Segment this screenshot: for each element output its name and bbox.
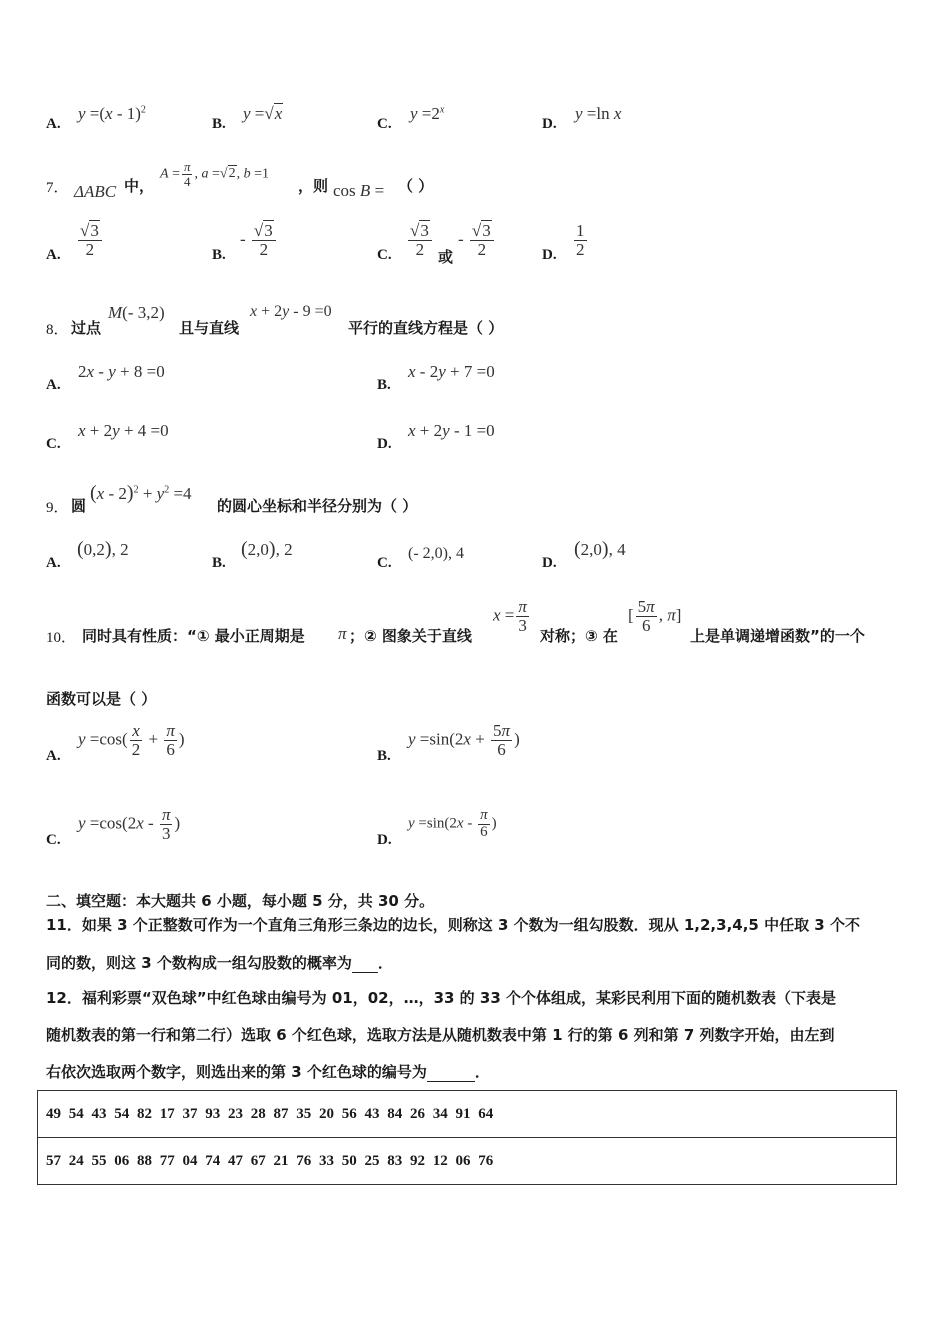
q8-text-c: 平行的直线方程是（ ） — [348, 319, 504, 337]
q8-point: M(- 3,2) — [108, 303, 165, 322]
q6-option-c-label[interactable]: C. — [377, 116, 392, 132]
q9-option-b-expr: (2,0), 2 — [241, 538, 293, 560]
q10-axis: x = $\frac{\pi}{3}$ — [493, 597, 527, 635]
q7-option-a-expr: $\frac{√3}{2}$ — [76, 222, 104, 259]
q7-option-c-expr-1: $\frac{√3}{2}$ — [406, 222, 434, 259]
q9-number: 9． — [46, 500, 69, 516]
q9-text-a: 圆 — [71, 497, 87, 515]
random-row-2: 57 24 55 06 88 77 04 74 47 67 21 76 33 50 25 83 92 12 06 76 — [38, 1138, 897, 1185]
q6-option-d-label[interactable]: D. — [542, 116, 557, 132]
q7-option-b-expr: - $\frac{√3}{2}$ — [240, 222, 278, 259]
q10-option-a-expr: y =cos( $\frac{x}{2}$ + $\frac{\pi}{6}$ ) — [78, 721, 185, 759]
q6-option-b-label[interactable]: B. — [212, 116, 226, 132]
q11-line-1: 11．如果 3 个正整数可作为一个直角三角形三条边的边长，则称这 3 个数为一组勾股数．现从 1,2,3,4,5 中任取 3 个不 — [46, 916, 860, 934]
q12-line-3-text: 右依次选取两个数字，则选出来的第 3 个红色球的编号为 — [46, 1063, 427, 1081]
q12-line-2: 随机数表的第一行和第二行）选取 6 个红色球，选取方法是从随机数表中第 1 行的第 6 列和第 7 列数字开始，由左到 — [46, 1026, 835, 1044]
section-heading: 二、填空题：本大题共 6 小题，每小题 5 分，共 30 分。 — [46, 892, 435, 910]
q7-option-b-label[interactable]: B. — [212, 247, 226, 263]
q7-text-mid: 中， — [124, 177, 155, 195]
q10-text-e: 函数可以是（ ） — [46, 690, 157, 708]
q10-option-c-expr: y =cos(2x - $\frac{\pi}{3}$ ) — [78, 805, 181, 843]
q7-target: cos B = — [333, 181, 385, 200]
random-row-1: 49 54 43 54 82 17 37 93 23 28 87 35 20 56 43 84 26 34 91 64 — [38, 1091, 897, 1138]
q8-option-d-expr: x + 2y - 1 =0 — [408, 421, 495, 440]
q7-option-c-expr-2: - $\frac{√3}{2}$ — [458, 222, 496, 259]
q7-number: 7． — [46, 180, 69, 196]
q12-answer-blank[interactable] — [427, 1081, 475, 1082]
q7-option-d-label[interactable]: D. — [542, 247, 557, 263]
q9-option-c-expr: (- 2,0), 4 — [408, 545, 464, 562]
q10-interval: [ $\frac{5\pi}{6}$ , π] — [628, 597, 682, 635]
q10-option-d-expr: y =sin(2x - $\frac{\pi}{6}$ ) — [408, 807, 497, 840]
q10-pi: π — [338, 624, 347, 643]
q10-text-b: ；② 图象关于直线 — [349, 627, 472, 645]
q9-option-b-label[interactable]: B. — [212, 555, 226, 571]
q8-option-a-expr: 2x - y + 8 =0 — [78, 362, 165, 381]
q10-option-c-label[interactable]: C. — [46, 832, 61, 848]
q9-option-d-label[interactable]: D. — [542, 555, 557, 571]
q6-option-b-expr: y =√x — [243, 104, 283, 123]
q11-answer-blank[interactable] — [352, 972, 378, 973]
q8-number: 8． — [46, 322, 69, 338]
q6-option-c-expr: $y =2^x$ — [410, 104, 445, 123]
q7-text-then: ，则 — [298, 177, 329, 195]
q7-option-d-expr: $\frac{1}{2}$ — [576, 221, 585, 259]
q7-option-c-label[interactable]: C. — [377, 247, 392, 263]
q7-option-c-or: 或 — [438, 248, 454, 266]
q8-text-b: 且与直线 — [179, 319, 240, 337]
q8-text-a: 过点 — [71, 319, 102, 337]
q11-line-2-text: 同的数，则这 3 个数构成一组勾股数的概率为 — [46, 954, 352, 972]
q9-text-b: 的圆心坐标和半径分别为（ ） — [217, 497, 418, 515]
q7-option-a-label[interactable]: A. — [46, 247, 61, 263]
q8-option-b-expr: x - 2y + 7 =0 — [408, 362, 495, 381]
q8-option-d-label[interactable]: D. — [377, 436, 392, 452]
q9-option-c-label[interactable]: C. — [377, 555, 392, 571]
q11-line-2 — [46, 952, 393, 973]
random-number-table — [37, 1090, 897, 1185]
q8-line: x + 2y - 9 =0 — [250, 303, 332, 320]
q9-option-d-expr: (2,0), 4 — [574, 538, 626, 560]
q10-option-b-expr: y =sin(2x + $\frac{5\pi}{6}$ ) — [408, 721, 520, 759]
q9-option-a-expr: (0,2), 2 — [77, 538, 129, 560]
q10-number: 10． — [46, 630, 77, 646]
q9-option-a-label[interactable]: A. — [46, 555, 61, 571]
table-row — [38, 1091, 897, 1138]
q9-equation: $(x - 2)^2 + y^2 =4$ — [90, 482, 192, 504]
q6-option-a-label[interactable]: A. — [46, 116, 61, 132]
table-row — [38, 1138, 897, 1185]
q10-text-d: 上是单调递增函数”的一个 — [690, 627, 865, 645]
q8-option-c-label[interactable]: C. — [46, 436, 61, 452]
q7-conditions: A = $\frac{\pi}{4}$ , a =√2, b =1 — [160, 159, 269, 189]
q7-text-end: （ ） — [398, 177, 434, 195]
q10-option-d-label[interactable]: D. — [377, 832, 392, 848]
q7-triangle: ΔABC — [74, 182, 117, 201]
q8-option-b-label[interactable]: B. — [377, 377, 391, 393]
q10-text-c: 对称；③ 在 — [540, 627, 618, 645]
q8-option-c-expr: x + 2y + 4 =0 — [78, 421, 169, 440]
q8-option-a-label[interactable]: A. — [46, 377, 61, 393]
q10-option-b-label[interactable]: B. — [377, 748, 391, 764]
q12-line-3-end: ． — [474, 1063, 490, 1081]
q12-line-1: 12．福利彩票“双色球”中红色球由编号为 01，02，…，33 的 33 个个体组成，某彩民利用下面的随机数表（下表是 — [46, 989, 836, 1007]
q12-line-3 — [46, 1061, 490, 1082]
q11-line-2-end: ． — [377, 954, 393, 972]
q6-option-d-expr: y =ln x — [575, 104, 622, 123]
q10-text-a: 同时具有性质：“① 最小正周期是 — [82, 627, 305, 645]
q6-option-a-expr: y =(x - 1)$^2$ — [78, 104, 146, 123]
q10-option-a-label[interactable]: A. — [46, 748, 61, 764]
